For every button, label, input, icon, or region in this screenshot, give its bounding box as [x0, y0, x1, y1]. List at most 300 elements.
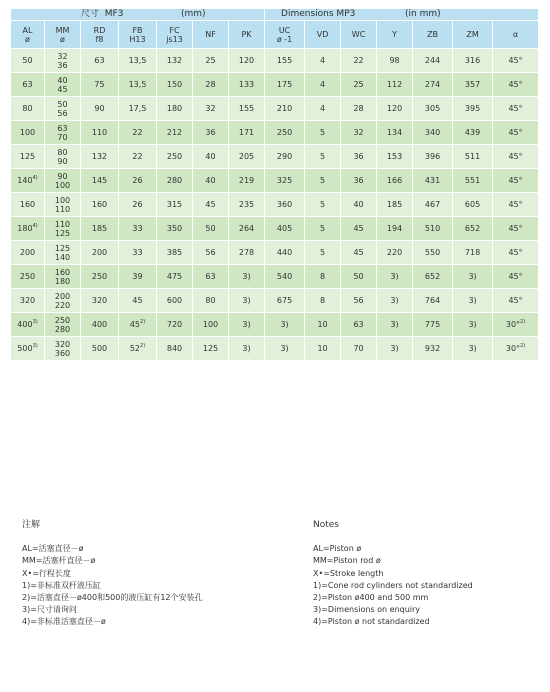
header-mf-label: MF3: [104, 9, 124, 19]
cell-uc-value: 250: [276, 128, 293, 137]
column-header: [81, 21, 119, 49]
column-header-text: ø -1: [276, 34, 293, 44]
cell-rd-value: 250: [91, 272, 108, 281]
cell-wc-value: 32: [353, 128, 364, 137]
cell-mm-value: 100: [54, 180, 71, 190]
cell-zm-value: 357: [464, 80, 481, 89]
column-header-text: AL: [22, 25, 33, 35]
cell-vd-value: 5: [320, 152, 326, 161]
cell-fc-value: 350: [166, 224, 183, 233]
cell-al-footnote: 3): [32, 319, 38, 325]
column-header: [157, 21, 193, 49]
table-row: [11, 241, 539, 265]
cell-fb: [119, 49, 157, 73]
cell-y: [377, 241, 413, 265]
cell-al-value: 80: [22, 104, 33, 113]
cell-alpha-value: 45°: [508, 128, 523, 137]
cell-al-value: 320: [19, 296, 36, 305]
cell-pk-value: 3): [242, 344, 251, 353]
cell-zb: [413, 217, 453, 241]
cell-wc: [341, 97, 377, 121]
cell-nf: [193, 265, 229, 289]
cell-zm-value: 511: [464, 152, 481, 161]
cell-pk: [229, 265, 265, 289]
cell-alpha: [493, 241, 539, 265]
cell-al-value: 125: [19, 152, 36, 161]
cell-vd: [305, 241, 341, 265]
cell-uc: [265, 241, 305, 265]
column-header: [229, 21, 265, 49]
cell-fb: [119, 73, 157, 97]
cell-fb-value: 33: [132, 248, 143, 257]
column-header-text: UC: [278, 25, 291, 35]
cell-pk: [229, 145, 265, 169]
note-line: 2)=Piston ø400 and 500 mm: [313, 593, 429, 603]
cell-wc-value: 56: [353, 296, 364, 305]
cell-fc-value: 315: [166, 200, 183, 209]
cell-y: [377, 193, 413, 217]
cell-y-value: 134: [386, 128, 403, 137]
cell-alpha: [493, 145, 539, 169]
cell-mm-value: 100: [54, 195, 71, 205]
column-header-text: FB: [132, 25, 143, 35]
cell-uc-value: 175: [276, 80, 293, 89]
cell-vd-value: 5: [320, 200, 326, 209]
cell-fc-value: 840: [166, 344, 183, 353]
cell-zb: [413, 289, 453, 313]
cell-uc-value: 210: [276, 104, 293, 113]
cell-fb-footnote: 2): [140, 343, 146, 349]
cell-wc-value: 28: [353, 104, 364, 113]
cell-zb-value: 467: [424, 200, 441, 209]
cell-zb-value: 932: [424, 344, 441, 353]
table-row: [11, 217, 539, 241]
cell-mm-value: 110: [54, 219, 71, 229]
cell-fb: [119, 193, 157, 217]
cell-wc: [341, 241, 377, 265]
cell-zb: [413, 241, 453, 265]
table-row: [11, 169, 539, 193]
cell-nf-value: 125: [202, 344, 219, 353]
cell-nf: [193, 289, 229, 313]
cell-wc: [341, 73, 377, 97]
cell-fb-value: 26: [132, 176, 143, 185]
cell-uc: [265, 169, 305, 193]
column-header-text: ZB: [427, 30, 439, 39]
cell-wc-value: 63: [353, 320, 364, 329]
cell-mm: [45, 73, 81, 97]
cell-y: [377, 49, 413, 73]
cell-fc-value: 475: [166, 272, 183, 281]
cell-alpha-value: 45°: [508, 104, 523, 113]
cell-zb-value: 775: [424, 320, 441, 329]
cell-mm-value: 90: [57, 156, 68, 166]
column-header-text: f8: [95, 34, 104, 44]
cell-y: [377, 73, 413, 97]
cell-uc: [265, 49, 305, 73]
cell-fc: [157, 49, 193, 73]
cell-y: [377, 121, 413, 145]
cell-vd-value: 4: [320, 104, 326, 113]
column-header-text: ZM: [466, 30, 479, 39]
cell-zb: [413, 193, 453, 217]
cell-vd: [305, 97, 341, 121]
cell-nf: [193, 97, 229, 121]
cell-alpha: [493, 289, 539, 313]
cell-nf-value: 28: [205, 80, 216, 89]
cell-vd-value: 5: [320, 176, 326, 185]
cell-alpha: [493, 73, 539, 97]
cell-vd-value: 10: [317, 320, 328, 329]
cell-zm-value: 652: [464, 224, 481, 233]
cell-y: [377, 265, 413, 289]
cell-fb: [119, 217, 157, 241]
cell-y: [377, 217, 413, 241]
cell-zb-value: 244: [424, 56, 441, 65]
cell-fc-value: 212: [166, 128, 183, 137]
cell-mm: [45, 337, 81, 361]
cell-fc: [157, 313, 193, 337]
cell-al-value: 100: [19, 128, 36, 137]
table-row: [11, 313, 539, 337]
column-header-text: js13: [166, 34, 183, 44]
column-header-text: ø: [60, 34, 65, 44]
cell-uc-value: 440: [276, 248, 293, 257]
cell-rd: [81, 241, 119, 265]
cell-alpha-value: 45°: [508, 296, 523, 305]
cell-fc-value: 180: [166, 104, 183, 113]
cell-rd: [81, 97, 119, 121]
cell-pk: [229, 49, 265, 73]
cell-al-value: 140: [17, 176, 33, 185]
cell-rd-value: 400: [91, 320, 108, 329]
cell-fc-value: 280: [166, 176, 183, 185]
cell-zb: [413, 337, 453, 361]
cell-fb-value: 22: [132, 128, 143, 137]
cell-fb-value: 45: [132, 296, 143, 305]
note-line: 4)=非标准活塞直径－ø: [22, 617, 106, 627]
cell-fb-value: 26: [132, 200, 143, 209]
cell-uc-value: 290: [276, 152, 293, 161]
cell-nf-value: 40: [205, 176, 216, 185]
cell-fb: [119, 265, 157, 289]
notes-cn-title: 注解: [22, 520, 41, 530]
cell-zm: [453, 289, 493, 313]
notes-chinese: [22, 519, 203, 629]
table-row: [11, 121, 539, 145]
cell-mm-value: 160: [54, 267, 71, 277]
cell-y: [377, 313, 413, 337]
cell-y-value: 120: [386, 104, 403, 113]
cell-mm-value: 125: [54, 243, 71, 253]
note-line: 1)=Cone rod cylinders not standardized: [313, 580, 473, 590]
cell-mm: [45, 217, 81, 241]
cell-alpha-value: 45°: [508, 80, 523, 89]
column-header: [11, 21, 45, 49]
cell-fb-value: 13,5: [128, 80, 147, 89]
column-header-text: H13: [129, 34, 146, 44]
cell-zm-value: 3): [468, 344, 477, 353]
cell-rd: [81, 169, 119, 193]
cell-fb: [119, 241, 157, 265]
cell-mm-value: 125: [54, 228, 71, 238]
note-line: AL=活塞直径－ø: [22, 544, 84, 554]
note-line: 3)=尺寸请询问: [22, 605, 77, 615]
cell-fc: [157, 265, 193, 289]
cell-fc-value: 132: [166, 56, 183, 65]
cell-y-value: 3): [390, 272, 399, 281]
cell-mm-value: 45: [57, 84, 68, 94]
column-header: [119, 21, 157, 49]
cell-fb: [119, 169, 157, 193]
cell-alpha-value: 30°: [505, 320, 521, 329]
cell-nf-value: 40: [205, 152, 216, 161]
cell-zm-value: 3): [468, 296, 477, 305]
cell-pk: [229, 217, 265, 241]
cell-pk-value: 278: [238, 248, 255, 257]
cell-nf-value: 45: [205, 200, 216, 209]
cell-al-value: 160: [19, 200, 36, 209]
cell-rd: [81, 145, 119, 169]
cell-y-value: 153: [386, 152, 403, 161]
cell-zb: [413, 121, 453, 145]
header-cn-label: 尺寸: [81, 9, 100, 19]
cell-mm: [45, 97, 81, 121]
cell-al-footnote: 4): [32, 223, 38, 229]
cell-mm-value: 80: [57, 147, 68, 157]
cell-nf: [193, 217, 229, 241]
cell-vd: [305, 121, 341, 145]
cell-al: [11, 145, 45, 169]
cell-vd: [305, 73, 341, 97]
cell-nf: [193, 49, 229, 73]
cell-nf-value: 25: [205, 56, 216, 65]
cell-uc-value: 3): [280, 320, 289, 329]
cell-pk-value: 3): [242, 320, 251, 329]
cell-rd-value: 500: [91, 344, 108, 353]
header-dim-label: Dimensions MP3: [281, 9, 356, 19]
cell-uc: [265, 217, 305, 241]
cell-uc-value: 405: [276, 224, 293, 233]
cell-uc: [265, 145, 305, 169]
cell-zb-value: 510: [424, 224, 441, 233]
cell-mm-value: 110: [54, 204, 71, 214]
cell-zb: [413, 169, 453, 193]
cell-alpha: [493, 313, 539, 337]
cell-rd: [81, 73, 119, 97]
cell-y-value: 112: [386, 80, 403, 89]
cell-rd-value: 90: [94, 104, 105, 113]
cell-mm-value: 32: [57, 51, 68, 61]
cell-uc: [265, 265, 305, 289]
cell-wc: [341, 145, 377, 169]
cell-mm-value: 220: [54, 300, 71, 310]
cell-fc-value: 600: [166, 296, 183, 305]
cell-al: [11, 313, 45, 337]
cell-wc-value: 70: [353, 344, 364, 353]
cell-mm: [45, 145, 81, 169]
cell-zb-value: 340: [424, 128, 441, 137]
cell-zm: [453, 265, 493, 289]
cell-vd-value: 5: [320, 248, 326, 257]
cell-rd: [81, 313, 119, 337]
cell-fb-value: 39: [132, 272, 143, 281]
cell-fc: [157, 97, 193, 121]
column-header-text: VD: [316, 30, 329, 39]
cell-pk: [229, 289, 265, 313]
note-line: 3)=Dimensions on enquiry: [313, 605, 421, 615]
table-row: [11, 289, 539, 313]
cell-mm-value: 90: [57, 171, 68, 181]
cell-al: [11, 97, 45, 121]
cell-zb-value: 550: [424, 248, 441, 257]
column-header: [341, 21, 377, 49]
cell-mm-value: 56: [57, 108, 68, 118]
cell-y-value: 3): [390, 344, 399, 353]
cell-zb: [413, 145, 453, 169]
cell-zb-value: 396: [424, 152, 441, 161]
cell-uc-value: 675: [276, 296, 293, 305]
cell-mm-value: 280: [54, 324, 71, 334]
cell-pk-value: 3): [242, 272, 251, 281]
cell-al-value: 500: [17, 344, 33, 353]
cell-uc: [265, 193, 305, 217]
cell-al-footnote: 4): [32, 175, 38, 181]
cell-mm-value: 200: [54, 291, 71, 301]
cell-vd: [305, 49, 341, 73]
cell-fb: [119, 337, 157, 361]
cell-uc-value: 155: [276, 56, 293, 65]
cell-alpha: [493, 169, 539, 193]
cell-y: [377, 169, 413, 193]
cell-wc-value: 22: [353, 56, 364, 65]
cell-fc: [157, 169, 193, 193]
column-header-text: FC: [169, 25, 180, 35]
cell-pk: [229, 121, 265, 145]
cell-uc: [265, 313, 305, 337]
cell-wc-value: 40: [353, 200, 364, 209]
column-header-text: α: [512, 30, 519, 39]
cell-y-value: 3): [390, 296, 399, 305]
cell-mm: [45, 169, 81, 193]
column-header-row: [11, 21, 539, 49]
cell-alpha-value: 45°: [508, 152, 523, 161]
cell-zm: [453, 337, 493, 361]
cell-pk-value: 219: [238, 176, 255, 185]
cell-zm: [453, 169, 493, 193]
cell-al-value: 63: [22, 80, 33, 89]
cell-wc: [341, 169, 377, 193]
column-header: [45, 21, 81, 49]
cell-al: [11, 337, 45, 361]
note-line: 2)=活塞直径－ø400和500的液压缸有12个安装孔: [22, 593, 203, 603]
cell-fc-value: 250: [166, 152, 183, 161]
cell-al: [11, 193, 45, 217]
cell-al: [11, 169, 45, 193]
cell-al: [11, 49, 45, 73]
cell-zb: [413, 265, 453, 289]
cell-rd-value: 63: [94, 56, 105, 65]
cell-pk: [229, 193, 265, 217]
cell-fb-value: 22: [132, 152, 143, 161]
cell-rd: [81, 193, 119, 217]
cell-zm: [453, 217, 493, 241]
cell-uc-value: 325: [276, 176, 293, 185]
cell-pk-value: 171: [238, 128, 255, 137]
column-header: [413, 21, 453, 49]
note-line: X•=Stroke length: [313, 568, 384, 578]
cell-rd-value: 145: [91, 176, 108, 185]
cell-nf-value: 63: [205, 272, 216, 281]
cell-vd: [305, 169, 341, 193]
cell-rd-value: 160: [91, 200, 108, 209]
cell-nf-value: 56: [205, 248, 216, 257]
table-row: [11, 265, 539, 289]
cell-zb-value: 764: [424, 296, 441, 305]
cell-pk-value: 133: [238, 80, 255, 89]
cell-mm-value: 250: [54, 315, 71, 325]
note-line: 1)=非标准双杆液压缸: [22, 580, 101, 590]
cell-uc-value: 540: [276, 272, 293, 281]
cell-vd: [305, 145, 341, 169]
cell-mm-value: 140: [54, 252, 71, 262]
cell-rd-value: 75: [94, 80, 105, 89]
cell-mm-value: 180: [54, 276, 71, 286]
cell-fc-value: 385: [166, 248, 183, 257]
cell-wc-value: 25: [353, 80, 364, 89]
cell-rd-value: 132: [91, 152, 108, 161]
column-header-text: RD: [93, 25, 106, 35]
cell-alpha: [493, 49, 539, 73]
cell-pk-value: 235: [238, 200, 255, 209]
table-row: [11, 97, 539, 121]
notes-en-title: Notes: [313, 520, 339, 530]
cell-nf-value: 100: [202, 320, 219, 329]
cell-vd-value: 10: [317, 344, 328, 353]
cell-al: [11, 121, 45, 145]
cell-y-value: 166: [386, 176, 403, 185]
cell-rd-value: 185: [91, 224, 108, 233]
cell-pk-value: 155: [238, 104, 255, 113]
cell-fb: [119, 289, 157, 313]
cell-y-value: 220: [386, 248, 403, 257]
cell-vd-value: 8: [320, 272, 326, 281]
cell-zm: [453, 193, 493, 217]
cell-alpha: [493, 337, 539, 361]
cell-alpha: [493, 193, 539, 217]
column-header: [193, 21, 229, 49]
cell-zb-value: 305: [424, 104, 441, 113]
table-row: [11, 193, 539, 217]
cell-vd: [305, 313, 341, 337]
cell-fc: [157, 337, 193, 361]
cell-mm-value: 320: [54, 339, 71, 349]
cell-al: [11, 73, 45, 97]
cell-mm-value: 70: [57, 132, 68, 142]
cell-mm-value: 50: [57, 99, 68, 109]
cell-al-value: 250: [19, 272, 36, 281]
cell-vd: [305, 193, 341, 217]
column-header-text: ø: [25, 34, 30, 44]
cell-wc-value: 45: [353, 224, 364, 233]
cell-pk: [229, 97, 265, 121]
header-mp3: [265, 9, 539, 21]
cell-fc: [157, 73, 193, 97]
cell-wc-value: 45: [353, 248, 364, 257]
cell-fc-value: 720: [166, 320, 183, 329]
cell-alpha: [493, 217, 539, 241]
cell-zm-value: 551: [464, 176, 481, 185]
